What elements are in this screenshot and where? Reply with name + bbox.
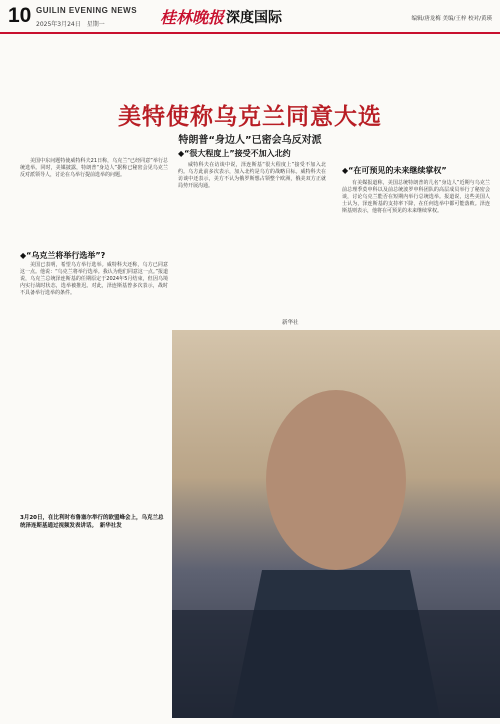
photo-caption: 3月20日，在比利时布鲁塞尔举行的欧盟峰会上，乌克兰总统泽连斯基通过视频发表讲话。 新华社发 [20,515,164,529]
editor-credits: 编辑/唐龙梅 美编/王梓 校对/黄瑛 [411,16,492,22]
section-heading-election-text: “乌克兰将举行选举”? [26,251,106,260]
section-heading-nato-text: “很大程度上”接受不加入北约 [184,149,291,158]
article-subheadline: 特朗普“身边人”已密会乌反对派 [178,135,322,146]
page-header [0,0,500,34]
page-number: 10 [8,4,32,27]
section-heading-election: ◆“乌克兰将举行选举”? [20,251,106,260]
power-paragraph: 有美媒报道称，美国总统特朗普的几名“身边人”近期与乌克兰前总理季莫申科以及前总统波罗申科团队的高层成员举行了秘密会谈，讨论乌克兰能否在短期内举行总统选举。报道说，这些美国人士认为，泽连斯基的支持率下降，在任何选举中都可能落败。泽连斯基则表示，他将在可预见的未来继续掌权。 [342,180,490,214]
article-photo [172,330,500,718]
paper-name: GUILIN EVENING NEWS [36,6,138,15]
paper-logo: 桂林晚报 [160,8,225,27]
section-heading-power-text: “在可预见的未来继续掌权” [348,166,447,175]
issue-date: 2025年3月24日 星期一 [36,21,105,28]
section-heading-nato: ◆“很大程度上”接受不加入北约 [178,149,291,158]
lead-paragraph: 美国中东问题特使威特科夫21日称，乌克兰“已经同意”举行总统选举。同时，美媒披露，特朗普“身边人”据称已秘密会见乌克兰反对派领导人，讨论在乌举行提前选举的问题。 [20,158,168,178]
article-headline: 美特使称乌克兰同意大选 [118,104,382,130]
election-column [20,262,168,502]
photo-illustration [172,330,500,718]
election-paragraph: 美国已表明，希望乌方举行选举。威特科夫还称，乌方已同意这一点。他说：“乌克兰将举行选举。我认为他们同意这一点。”报道说，乌克兰总统泽连斯基的任期原定于2024年5月结束，但因乌境内实行战时状态，选举被推迟。对此，泽连斯基曾多次表示，战时不具备举行选举的条件。 [20,262,168,296]
section-title: 深度国际 [226,10,282,26]
nato-column [178,162,326,312]
agency-credit: 新华社 [282,320,299,326]
power-column [342,180,490,330]
nato-paragraph: 威特科夫在访谈中说，泽连斯基“很大程度上”接受不加入北约。乌方此前多次表示，加入北约是乌方的战略目标。威特科夫在访谈中还表示，美方不认为俄罗斯想占领整个欧洲，俄美双方正就局势开展沟通。 [178,162,326,189]
section-heading-power: ◆“在可预见的未来继续掌权” [342,166,447,175]
